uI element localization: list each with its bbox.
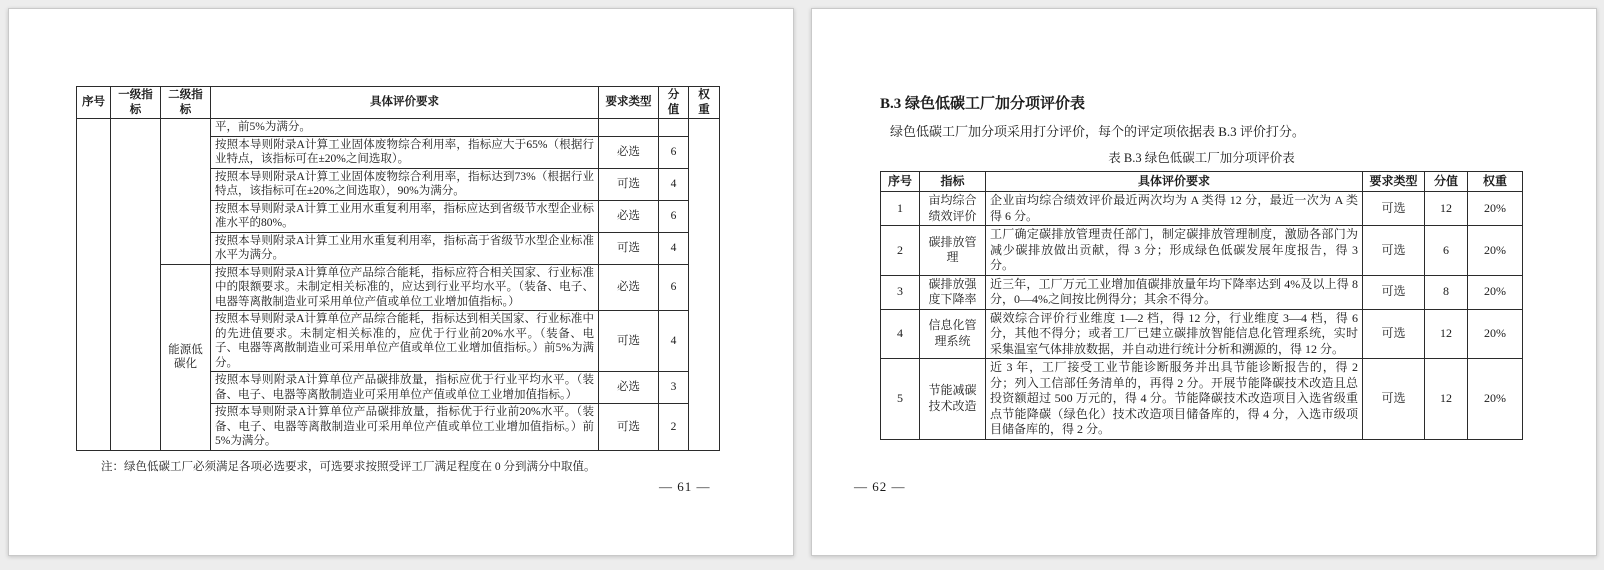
page-number-62: — 62 —	[854, 479, 906, 494]
header-weight: 权重	[1468, 172, 1523, 192]
requirement-cell: 按照本导则附录A计算工业固体废物综合利用率，指标应大于65%（根据行业特点，该指标可在±20%之间选取）。	[211, 136, 599, 168]
weight-cell: 20%	[1468, 226, 1523, 276]
score-cell: 6	[659, 200, 689, 232]
indicator-cell: 亩均综合绩效评价	[920, 192, 986, 226]
score-cell: 6	[659, 136, 689, 168]
indicator-cell: 节能减碳技术改造	[920, 359, 986, 440]
level2-energy-cell: 能源低碳化	[161, 264, 211, 450]
evaluation-table-continued	[76, 86, 720, 451]
req-type-cell: 可选	[599, 404, 659, 451]
serial-cell: 3	[881, 275, 920, 309]
score-cell: 12	[1425, 359, 1468, 440]
serial-cell: 1	[881, 192, 920, 226]
requirement-cell: 近 3 年，工厂接受工业节能诊断服务并出具节能诊断报告的，得 2 分；列入工信部任务清单的，再得 2 分。开展节能降碳技术改造且总投资额超过 500 万元的，得 4 分。节能降碳技术改造项目入选省级重点节能降碳（绿色化）技术改造项目储备库的，得 4 分，入选市级项目储备库的，得 2 分。	[986, 359, 1363, 440]
requirement-cell: 碳效综合评价行业维度 1—2 档，得 12 分，行业维度 3—4 档，得 6 分，其他不得分；或者工厂已建立碳排放智能信息化管理系统，实时采集温室气体排放数据，并自动进行统计分析和溯源的，得 12 分。	[986, 309, 1363, 359]
req-type-cell: 可选	[1363, 192, 1425, 226]
req-type-cell: 必选	[599, 372, 659, 404]
requirement-cell: 按照本导则附录A计算工业用水重复利用率，指标应达到省级节水型企业标准水平的80%。	[211, 200, 599, 232]
score-cell: 8	[1425, 275, 1468, 309]
req-type-cell: 可选	[1363, 359, 1425, 440]
section-heading-b3: B.3 绿色低碳工厂加分项评价表	[880, 96, 1086, 112]
table-row	[881, 226, 1523, 276]
indicator-cell: 碳排放强度下降率	[920, 275, 986, 309]
score-cell	[659, 119, 689, 137]
requirement-cell: 按照本导则附录A计算工业用水重复利用率，指标高于省级节水型企业标准水平为满分。	[211, 232, 599, 264]
score-cell: 2	[659, 404, 689, 451]
requirement-cell: 按照本导则附录A计算单位产品综合能耗，指标达到相关国家、行业标准中的先进值要求。未制定相关标准的，应优于行业前20%水平。（装备、电子、电器等离散制造业可采用单位产值或单位工业增加值指标。）前5%为满分。	[211, 311, 599, 372]
req-type-cell	[599, 119, 659, 137]
level1-merged-cell	[111, 119, 161, 451]
header-score: 分值	[1425, 172, 1468, 192]
req-type-cell: 可选	[1363, 226, 1425, 276]
header-weight: 权重	[689, 87, 720, 119]
intro-paragraph: 绿色低碳工厂加分项采用打分评价，每个的评定项依据表 B.3 评价打分。	[890, 124, 1305, 139]
requirement-cell: 企业亩均综合绩效评价最近两次均为 A 类得 12 分，最近一次为 A 类得 6 分。	[986, 192, 1363, 226]
bonus-items-table	[880, 171, 1523, 440]
table-row	[77, 119, 720, 137]
weight-merged-cell	[689, 119, 720, 451]
requirement-cell: 按照本导则附录A计算单位产品碳排放量，指标应优于行业平均水平。（装备、电子、电器等离散制造业可采用单位产值或单位工业增加值指标。）	[211, 372, 599, 404]
header-indicator: 指标	[920, 172, 986, 192]
page-number-61: — 61 —	[659, 479, 711, 494]
requirement-cell: 近三年，工厂万元工业增加值碳排放量年均下降率达到 4%及以上得 8 分，0—4%之间按比例得分；其余不得分。	[986, 275, 1363, 309]
requirement-cell: 按照本导则附录A计算单位产品综合能耗，指标应符合相关国家、行业标准中的限额要求。未制定相关标准的，应达到行业平均水平。（装备、电子、电器等离散制造业可采用单位产值或单位工业增加值指标。）	[211, 264, 599, 311]
score-cell: 3	[659, 372, 689, 404]
score-cell: 6	[659, 264, 689, 311]
serial-cell: 5	[881, 359, 920, 440]
header-requirement: 具体评价要求	[986, 172, 1363, 192]
req-type-cell: 可选	[1363, 309, 1425, 359]
page-62	[811, 8, 1597, 556]
right-content	[880, 95, 1523, 440]
serial-cell: 4	[881, 309, 920, 359]
req-type-cell: 可选	[1363, 275, 1425, 309]
header-serial: 序号	[77, 87, 111, 119]
requirement-cell: 平，前5%为满分。	[211, 119, 599, 137]
page-61	[8, 8, 794, 556]
indicator-cell: 信息化管理系统	[920, 309, 986, 359]
req-type-cell: 可选	[599, 168, 659, 200]
requirement-cell: 工厂确定碳排放管理责任部门，制定碳排放管理制度，激励各部门为减少碳排放做出贡献，得 3 分；形成绿色低碳发展年度报告，得 3 分。	[986, 226, 1363, 276]
score-cell: 12	[1425, 309, 1468, 359]
header-level2-indicator: 二级指标	[161, 87, 211, 119]
weight-cell: 20%	[1468, 192, 1523, 226]
req-type-cell: 必选	[599, 136, 659, 168]
score-cell: 6	[1425, 226, 1468, 276]
table-row	[881, 309, 1523, 359]
requirement-cell: 按照本导则附录A计算工业固体废物综合利用率，指标达到73%（根据行业特点，该指标可在±20%之间选取），90%为满分。	[211, 168, 599, 200]
header-serial: 序号	[881, 172, 920, 192]
weight-cell: 20%	[1468, 359, 1523, 440]
table-row	[881, 192, 1523, 226]
req-type-cell: 必选	[599, 200, 659, 232]
table-header-row	[77, 87, 720, 119]
score-cell: 12	[1425, 192, 1468, 226]
table-row	[881, 275, 1523, 309]
left-table-wrap	[76, 86, 719, 475]
table-header-row	[881, 172, 1523, 192]
weight-cell: 20%	[1468, 275, 1523, 309]
score-cell: 4	[659, 168, 689, 200]
score-cell: 4	[659, 232, 689, 264]
header-requirement: 具体评价要求	[211, 87, 599, 119]
score-cell: 4	[659, 311, 689, 372]
table-note: 注：绿色低碳工厂必须满足各项必选要求，可选要求按照受评工厂满足程度在 0 分到满分中取值。	[101, 460, 596, 473]
serial-merged-cell	[77, 119, 111, 451]
level2-top-cell	[161, 119, 211, 265]
req-type-cell: 可选	[599, 232, 659, 264]
req-type-cell: 可选	[599, 311, 659, 372]
requirement-cell: 按照本导则附录A计算单位产品碳排放量，指标优于行业前20%水平。（装备、电子、电器等离散制造业可采用单位产值或单位工业增加值指标。）前5%为满分。	[211, 404, 599, 451]
req-type-cell: 必选	[599, 264, 659, 311]
header-req-type: 要求类型	[1363, 172, 1425, 192]
table-caption-b3: 表 B.3 绿色低碳工厂加分项评价表	[1108, 151, 1295, 165]
header-req-type: 要求类型	[599, 87, 659, 119]
serial-cell: 2	[881, 226, 920, 276]
table-row	[881, 359, 1523, 440]
indicator-cell: 碳排放管理	[920, 226, 986, 276]
weight-cell: 20%	[1468, 309, 1523, 359]
table-row	[77, 264, 720, 311]
header-level1-indicator: 一级指标	[111, 87, 161, 119]
header-score: 分值	[659, 87, 689, 119]
